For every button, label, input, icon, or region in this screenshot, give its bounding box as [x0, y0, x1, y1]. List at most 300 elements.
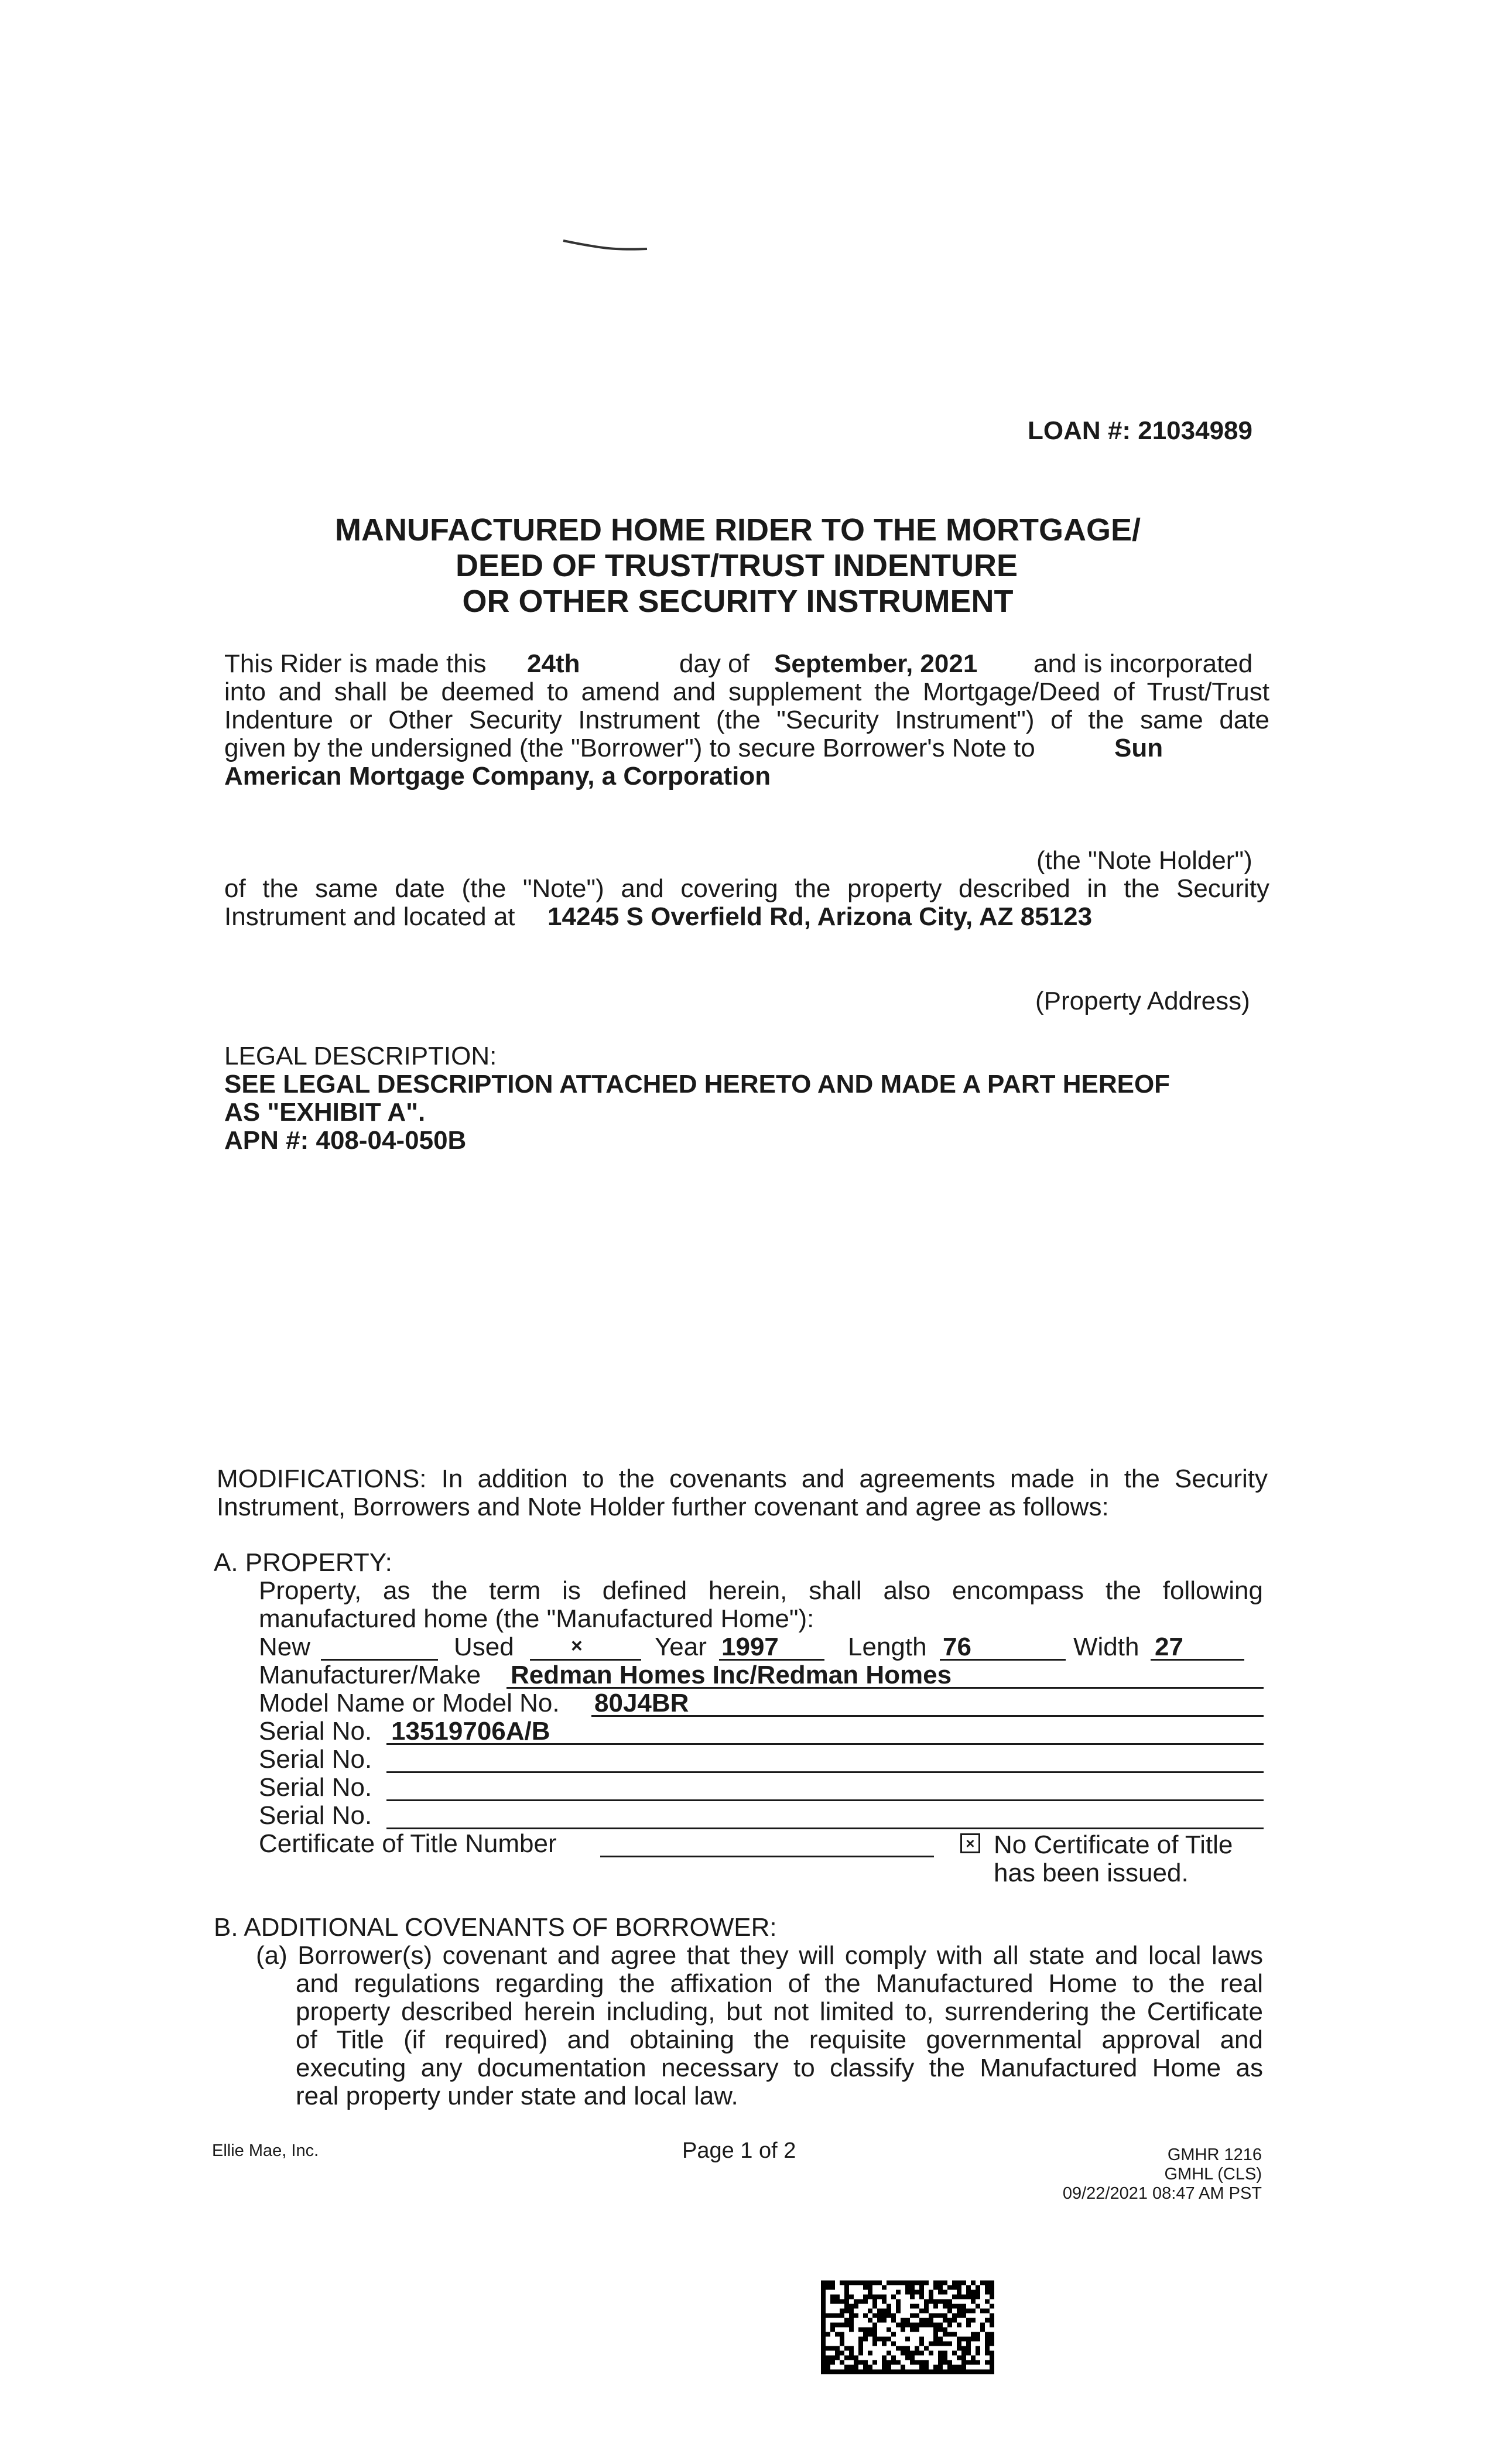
no-certificate-checkbox[interactable]: [960, 1833, 980, 1853]
barcode-module: [849, 2346, 854, 2351]
barcode-module: [901, 2365, 905, 2370]
barcode-module: [877, 2281, 882, 2285]
barcode-module: [830, 2314, 835, 2318]
model-label: Model Name or Model No.: [259, 1689, 560, 1717]
barcode-module: [905, 2323, 910, 2328]
barcode-module: [938, 2285, 943, 2290]
barcode-module: [966, 2295, 971, 2299]
section-a-line-2: manufactured home (the "Manufactured Home"):: [259, 1604, 814, 1633]
barcode-module: [966, 2337, 971, 2342]
barcode-module: [882, 2309, 887, 2314]
barcode-module: [872, 2281, 877, 2285]
barcode-module: [830, 2323, 835, 2328]
barcode-module: [887, 2360, 891, 2365]
serial-1-value: 13519706A/B: [391, 1717, 550, 1746]
barcode-module: [933, 2281, 938, 2285]
barcode-module: [961, 2304, 966, 2309]
barcode-module: [915, 2323, 919, 2328]
barcode-module: [915, 2304, 919, 2309]
barcode-module: [868, 2332, 872, 2337]
barcode-module: [868, 2309, 872, 2314]
barcode-module: [938, 2342, 943, 2346]
barcode-module: [919, 2342, 924, 2346]
barcode-module: [980, 2309, 985, 2314]
barcode-module: [854, 2281, 858, 2285]
barcode-module: [887, 2309, 891, 2314]
rider-month-year: September, 2021: [774, 649, 978, 678]
barcode-module: [849, 2281, 854, 2285]
barcode-module: [957, 2304, 961, 2309]
barcode-module: [990, 2332, 994, 2337]
barcode-module: [887, 2304, 891, 2309]
barcode-module: [882, 2356, 887, 2360]
footer-form-code: GMHR 1216: [1167, 2145, 1262, 2164]
intro-line-3: Indenture or Other Security Instrument (the "Security Instrument") of the same date: [224, 706, 1269, 734]
barcode-module: [887, 2328, 891, 2332]
barcode-module: [826, 2356, 830, 2360]
year-value: 1997: [721, 1633, 779, 1661]
barcode-module: [929, 2314, 933, 2318]
barcode-module: [971, 2337, 976, 2342]
barcode-module: [826, 2346, 830, 2351]
barcode-module: [990, 2295, 994, 2299]
barcode-module: [966, 2290, 971, 2295]
loan-number: LOAN #: 21034989: [1028, 416, 1252, 445]
barcode-module: [952, 2304, 957, 2309]
barcode-module: [985, 2351, 990, 2356]
barcode-module: [840, 2337, 844, 2342]
barcode-module: [976, 2295, 980, 2299]
barcode-module: [844, 2295, 849, 2299]
barcode-module: [947, 2309, 952, 2314]
barcode-module: [830, 2360, 835, 2365]
barcode-module: [863, 2281, 868, 2285]
barcode-module: [849, 2314, 854, 2318]
barcode-module: [863, 2328, 868, 2332]
barcode-module: [943, 2360, 947, 2365]
barcode-module: [826, 2365, 830, 2370]
barcode-module: [830, 2299, 835, 2304]
barcode-module: [891, 2281, 896, 2285]
make-label: Manufacturer/Make: [259, 1661, 481, 1689]
barcode-module: [971, 2356, 976, 2360]
make-value: Redman Homes Inc/Redman Homes: [511, 1661, 952, 1689]
barcode-module: [910, 2290, 915, 2295]
barcode-module: [990, 2342, 994, 2346]
serial-2-label: Serial No.: [259, 1745, 372, 1774]
barcode-module: [887, 2365, 891, 2370]
barcode-module: [933, 2323, 938, 2328]
serial-3-label: Serial No.: [259, 1773, 372, 1802]
document-title-line-2: DEED OF TRUST/TRUST INDENTURE: [455, 548, 1018, 583]
barcode-module: [826, 2285, 830, 2290]
barcode-module: [854, 2360, 858, 2365]
footer-vendor: Ellie Mae, Inc.: [212, 2141, 319, 2160]
barcode-module: [896, 2304, 901, 2309]
barcode-module: [882, 2365, 887, 2370]
barcode-module: [905, 2346, 910, 2351]
barcode-module: [840, 2309, 844, 2314]
barcode-module: [905, 2351, 910, 2356]
barcode-module: [943, 2281, 947, 2285]
barcode-module: [826, 2281, 830, 2285]
barcode-module: [961, 2281, 966, 2285]
barcode-module: [938, 2290, 943, 2295]
barcode-module: [905, 2356, 910, 2360]
barcode-module: [891, 2342, 896, 2346]
note-holder-label: (the "Note Holder"): [1036, 846, 1252, 875]
barcode-module: [872, 2360, 877, 2365]
barcode-module: [891, 2356, 896, 2360]
barcode-module: [985, 2290, 990, 2295]
barcode-module: [858, 2346, 863, 2351]
barcode-module: [858, 2281, 863, 2285]
year-label: Year: [655, 1633, 707, 1661]
barcode-module: [887, 2337, 891, 2342]
barcode-module: [896, 2360, 901, 2365]
barcode-module: [929, 2295, 933, 2299]
barcode-module: [863, 2285, 868, 2290]
barcode-module: [985, 2285, 990, 2290]
barcode-module: [872, 2323, 877, 2328]
barcode-module: [990, 2314, 994, 2318]
barcode-module: [901, 2318, 905, 2323]
legal-description-line-1: SEE LEGAL DESCRIPTION ATTACHED HERETO AND MADE A PART HEREOF: [224, 1070, 1171, 1098]
barcode-module: [985, 2299, 990, 2304]
barcode-module: [840, 2281, 844, 2285]
barcode-module: [868, 2285, 872, 2290]
barcode-module: [896, 2309, 901, 2314]
barcode-module: [919, 2323, 924, 2328]
barcode-module: [971, 2299, 976, 2304]
section-a-heading: A. PROPERTY:: [214, 1548, 392, 1577]
barcode-module: [877, 2309, 882, 2314]
serial-4-label: Serial No.: [259, 1801, 372, 1830]
barcode-module: [966, 2323, 971, 2328]
new-label: New: [259, 1633, 311, 1661]
barcode-module: [929, 2318, 933, 2323]
barcode-module: [854, 2314, 858, 2318]
barcode-module: [933, 2304, 938, 2309]
barcode-module: [957, 2290, 961, 2295]
serial-1-label: Serial No.: [259, 1717, 372, 1746]
barcode-module: [938, 2337, 943, 2342]
barcode-module: [868, 2290, 872, 2295]
barcode-module: [976, 2351, 980, 2356]
barcode-module: [844, 2346, 849, 2351]
barcode-module: [924, 2346, 929, 2351]
barcode-module: [990, 2351, 994, 2356]
barcode-module: [943, 2304, 947, 2309]
barcode-module: [985, 2318, 990, 2323]
barcode-module: [868, 2281, 872, 2285]
barcode-module: [943, 2342, 947, 2346]
intro-line-2: into and shall be deemed to amend and supplement the Mortgage/Deed of Trust/Trust: [224, 677, 1269, 706]
checkbox-mark: ×: [960, 1833, 980, 1853]
barcode-module: [896, 2323, 901, 2328]
barcode-module: [957, 2337, 961, 2342]
barcode-module: [952, 2314, 957, 2318]
barcode-module: [971, 2318, 976, 2323]
barcode-module: [910, 2314, 915, 2318]
barcode-module: [872, 2295, 877, 2299]
barcode-module: [924, 2304, 929, 2309]
barcode-module: [863, 2332, 868, 2337]
barcode-module: [990, 2360, 994, 2365]
barcode-module: [933, 2337, 938, 2342]
barcode-module: [858, 2337, 863, 2342]
barcode-module: [844, 2323, 849, 2328]
barcode-module: [844, 2304, 849, 2309]
barcode-module: [938, 2360, 943, 2365]
barcode-module: [943, 2351, 947, 2356]
barcode-module: [882, 2295, 887, 2299]
barcode-module: [844, 2285, 849, 2290]
barcode-module: [905, 2337, 910, 2342]
barcode-module: [826, 2314, 830, 2318]
property-address: 14245 S Overfield Rd, Arizona City, AZ 85123: [547, 902, 1093, 931]
barcode-module: [868, 2318, 872, 2323]
barcode-module: [990, 2323, 994, 2328]
barcode-module: [910, 2304, 915, 2309]
barcode-module: [858, 2342, 863, 2346]
barcode-module: [830, 2285, 835, 2290]
barcode-module: [961, 2351, 966, 2356]
barcode-module: [854, 2304, 858, 2309]
barcode-module: [943, 2328, 947, 2332]
barcode-module: [905, 2285, 910, 2290]
barcode-module: [835, 2356, 840, 2360]
barcode-module: [915, 2290, 919, 2295]
barcode-module: [957, 2314, 961, 2318]
barcode-module: [835, 2299, 840, 2304]
barcode-module: [919, 2290, 924, 2295]
barcode-module: [844, 2309, 849, 2314]
barcode-module: [854, 2356, 858, 2360]
barcode-module: [835, 2323, 840, 2328]
barcode-module: [990, 2290, 994, 2295]
barcode-module: [877, 2314, 882, 2318]
barcode-module: [863, 2365, 868, 2370]
barcode-module: [943, 2299, 947, 2304]
barcode-module: [872, 2314, 877, 2318]
barcode-module: [840, 2314, 844, 2318]
barcode-module: [938, 2351, 943, 2356]
barcode-module: [976, 2337, 980, 2342]
width-value: 27: [1155, 1633, 1183, 1661]
model-field-line: [591, 1715, 1264, 1717]
barcode-module: [966, 2309, 971, 2314]
scan-mark: [562, 237, 650, 255]
barcode-module: [840, 2360, 844, 2365]
barcode-module: [887, 2314, 891, 2318]
barcode-module: [990, 2285, 994, 2290]
intro-line-4: given by the undersigned (the "Borrower") to secure Borrower's Note to: [224, 734, 1035, 762]
barcode-module: [966, 2360, 971, 2365]
barcode-module: [933, 2328, 938, 2332]
barcode-module: [985, 2360, 990, 2365]
barcode-module: [919, 2318, 924, 2323]
barcode-module: [957, 2285, 961, 2290]
barcode-module: [976, 2346, 980, 2351]
barcode-module: [901, 2351, 905, 2356]
barcode-module: [910, 2360, 915, 2365]
title-number-label: Certificate of Title Number: [259, 1829, 557, 1858]
barcode-module: [943, 2314, 947, 2318]
barcode-module: [990, 2337, 994, 2342]
barcode-module: [863, 2337, 868, 2342]
barcode-module: [952, 2281, 957, 2285]
barcode-module: [910, 2328, 915, 2332]
barcode-module: [957, 2281, 961, 2285]
barcode-module: [961, 2295, 966, 2299]
barcode-module: [985, 2346, 990, 2351]
barcode-module: [961, 2346, 966, 2351]
footer-page-number: Page 1 of 2: [682, 2138, 796, 2163]
note-line-2: Instrument and located at: [224, 902, 515, 931]
barcode-module: [844, 2356, 849, 2360]
barcode-module: [882, 2299, 887, 2304]
barcode-module: [849, 2365, 854, 2370]
section-b-a-line-6: real property under state and local law.: [296, 2082, 738, 2110]
barcode-module: [929, 2290, 933, 2295]
legal-description-line-2: AS "EXHIBIT A".: [224, 1098, 426, 1127]
intro-made-this: This Rider is made this: [224, 649, 487, 678]
barcode-module: [943, 2318, 947, 2323]
barcode-module: [961, 2337, 966, 2342]
barcode-module: [976, 2360, 980, 2365]
barcode-module: [966, 2346, 971, 2351]
barcode-module: [915, 2314, 919, 2318]
modifications-line-2: Instrument, Borrowers and Note Holder further covenant and agree as follows:: [217, 1493, 1109, 1521]
footer-timestamp: 09/22/2021 08:47 AM PST: [1062, 2184, 1262, 2203]
barcode-module: [835, 2351, 840, 2356]
barcode-module: [938, 2314, 943, 2318]
barcode-module: [952, 2365, 957, 2370]
barcode-module: [872, 2304, 877, 2309]
document-title-line-3: OR OTHER SECURITY INSTRUMENT: [462, 584, 1014, 619]
footer-form-code-2: GMHL (CLS): [1164, 2165, 1262, 2184]
barcode-module: [919, 2281, 924, 2285]
barcode-module: [924, 2318, 929, 2323]
barcode-module: [952, 2318, 957, 2323]
barcode-module: [919, 2351, 924, 2356]
barcode-module: [901, 2346, 905, 2351]
barcode-module: [924, 2309, 929, 2314]
barcode-module: [835, 2295, 840, 2299]
barcode-module: [957, 2309, 961, 2314]
barcode-module: [882, 2342, 887, 2346]
model-value: 80J4BR: [594, 1689, 689, 1717]
section-b-a-line-5: executing any documentation necessary to classify the Manufactured Home as: [296, 2054, 1263, 2082]
barcode-module: [891, 2318, 896, 2323]
barcode-module: [957, 2295, 961, 2299]
barcode-module: [882, 2285, 887, 2290]
barcode-module: [896, 2299, 901, 2304]
barcode-module: [943, 2356, 947, 2360]
barcode-module: [938, 2365, 943, 2370]
barcode-module: [844, 2365, 849, 2370]
barcode-module: [929, 2342, 933, 2346]
no-certificate-line-1: No Certificate of Title: [994, 1830, 1233, 1859]
barcode-module: [933, 2285, 938, 2290]
barcode-module: [924, 2281, 929, 2285]
barcode-module: [830, 2281, 835, 2285]
barcode-module: [872, 2337, 877, 2342]
barcode-module: [961, 2309, 966, 2314]
barcode-module: [947, 2342, 952, 2346]
barcode-module: [844, 2290, 849, 2295]
barcode-module: [961, 2360, 966, 2365]
barcode-module: [849, 2351, 854, 2356]
barcode-module: [957, 2365, 961, 2370]
lender-name-part-1: Sun: [1114, 734, 1163, 762]
rider-day: 24th: [527, 649, 580, 678]
barcode-module: [830, 2346, 835, 2351]
barcode-module: [858, 2351, 863, 2356]
barcode-module: [877, 2337, 882, 2342]
barcode-module: [976, 2332, 980, 2337]
barcode-module: [826, 2332, 830, 2337]
length-value: 76: [943, 1633, 971, 1661]
barcode-module: [938, 2328, 943, 2332]
barcode-module: [947, 2323, 952, 2328]
barcode-module: [915, 2328, 919, 2332]
barcode-module: [943, 2332, 947, 2337]
barcode-module: [915, 2360, 919, 2365]
barcode-module: [933, 2299, 938, 2304]
serial-2-field-line: [386, 1771, 1264, 1773]
barcode-module: [952, 2285, 957, 2290]
barcode-module: [858, 2360, 863, 2365]
barcode-module: [971, 2290, 976, 2295]
barcode-module: [910, 2281, 915, 2285]
used-mark: ×: [571, 1635, 583, 1657]
barcode-module: [933, 2365, 938, 2370]
barcode-module: [849, 2328, 854, 2332]
barcode-module: [929, 2351, 933, 2356]
barcode-module: [924, 2323, 929, 2328]
barcode-module: [919, 2360, 924, 2365]
section-b-a-line-1: (a) Borrower(s) covenant and agree that they will comply with all state and local laws: [256, 1941, 1263, 1970]
barcode-module: [830, 2328, 835, 2332]
barcode-module: [985, 2337, 990, 2342]
barcode-module: [863, 2299, 868, 2304]
barcode-module: [905, 2290, 910, 2295]
barcode-module: [844, 2281, 849, 2285]
barcode-module: [849, 2356, 854, 2360]
barcode-module: [938, 2323, 943, 2328]
barcode-module: [891, 2332, 896, 2337]
barcode-module: [830, 2356, 835, 2360]
barcode-module: [915, 2351, 919, 2356]
barcode-module: [910, 2285, 915, 2290]
barcode-module: [910, 2351, 915, 2356]
barcode-module: [840, 2323, 844, 2328]
barcode-module: [952, 2351, 957, 2356]
barcode-module: [985, 2342, 990, 2346]
width-label: Width: [1073, 1633, 1139, 1661]
barcode-module: [976, 2290, 980, 2295]
barcode-module: [952, 2332, 957, 2337]
barcode-module: [943, 2290, 947, 2295]
barcode-module: [896, 2281, 901, 2285]
barcode-module: [891, 2314, 896, 2318]
barcode-module: [863, 2360, 868, 2365]
barcode-module: [877, 2295, 882, 2299]
barcode-module: [872, 2332, 877, 2337]
barcode-module: [910, 2295, 915, 2299]
